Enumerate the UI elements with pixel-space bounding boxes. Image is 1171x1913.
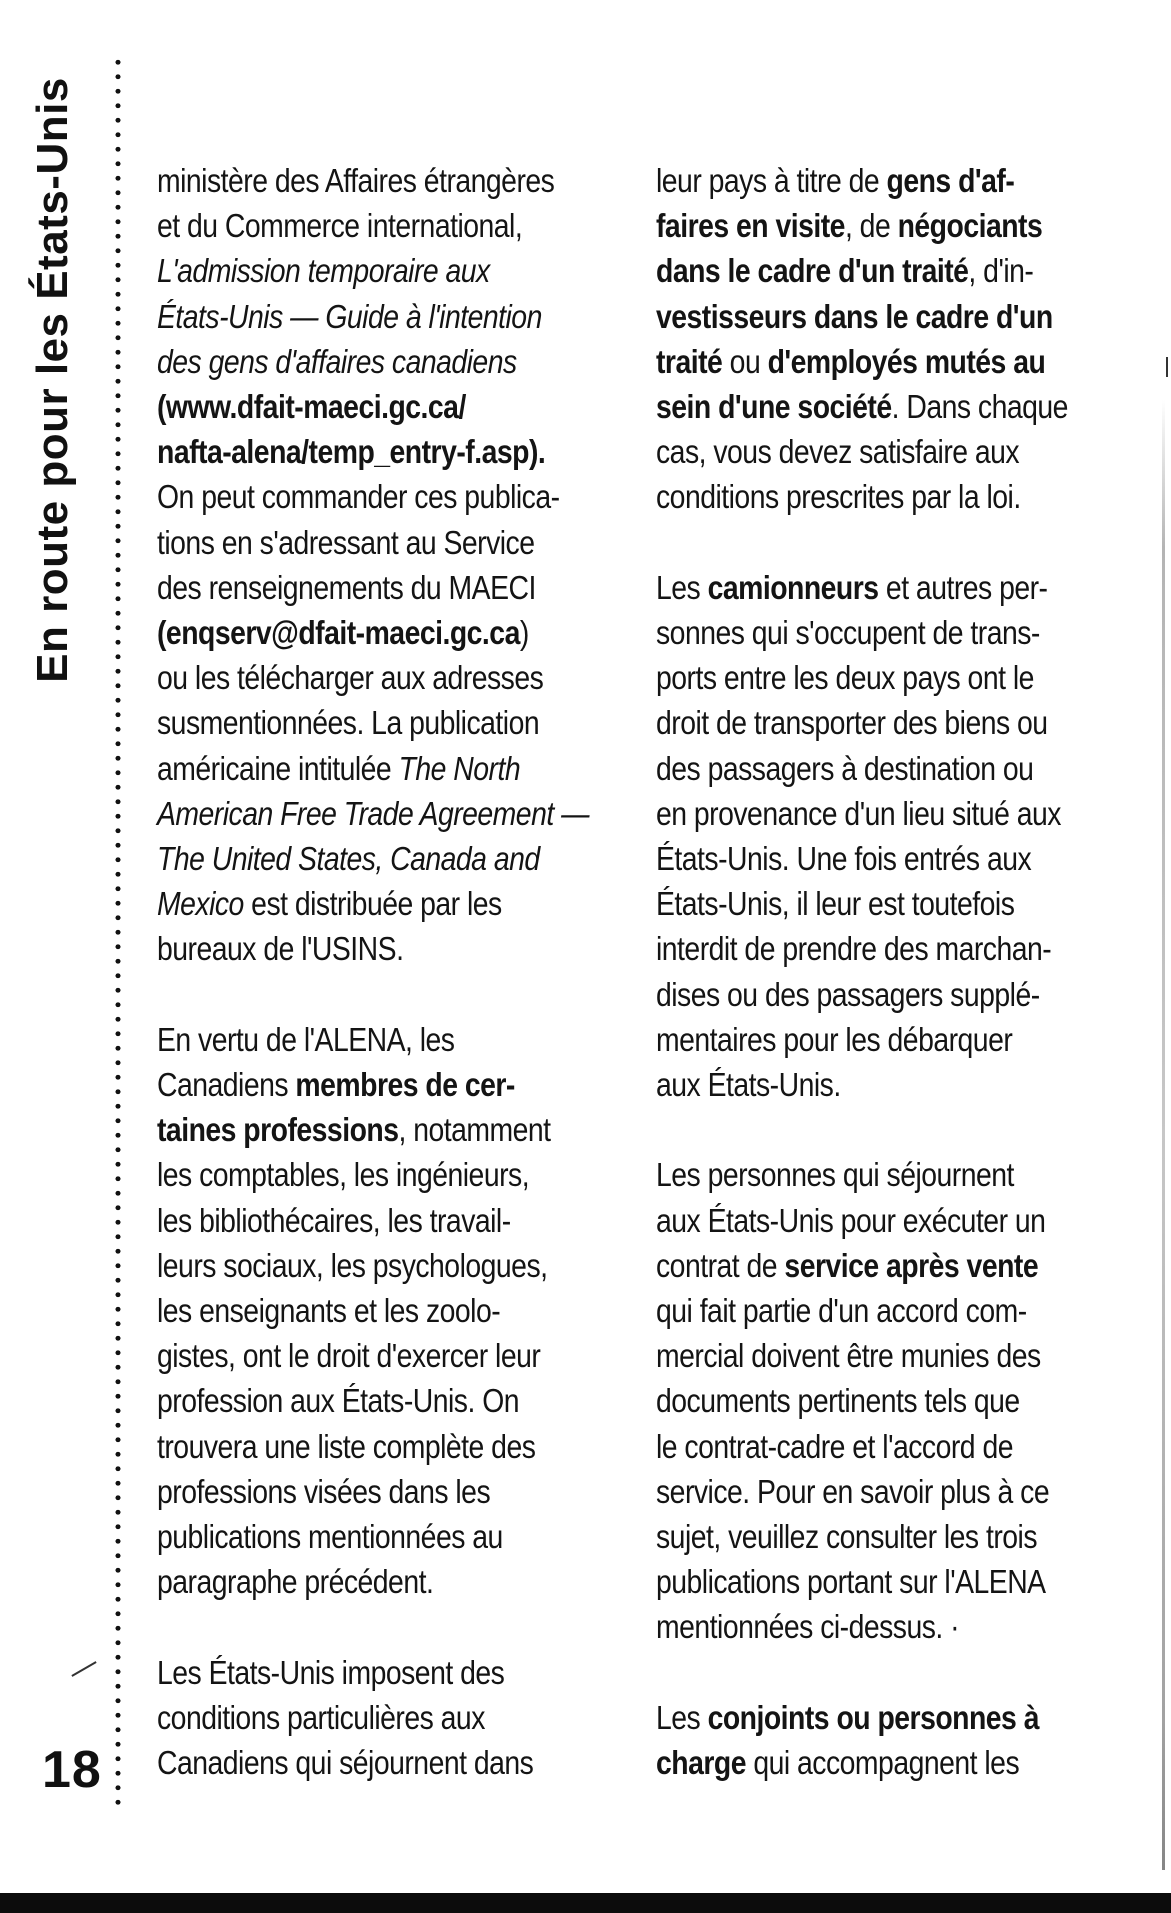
text-span: ou xyxy=(722,342,768,380)
text-span: paragraphe précédent. xyxy=(157,1563,434,1601)
text-span: Canadiens qui séjournent dans xyxy=(157,1744,534,1782)
italic-text: L'admission temporaire aux xyxy=(157,252,490,290)
text-span: les enseignants et les zoolo- xyxy=(157,1292,501,1330)
text-line xyxy=(157,1152,604,1197)
text-span: le contrat-cadre et l'accord de xyxy=(656,1427,1013,1465)
text-line xyxy=(157,1198,604,1243)
text-line xyxy=(157,700,604,745)
text-span: Les xyxy=(656,1698,708,1736)
text-line xyxy=(157,429,604,474)
text-span: des passagers à destination ou xyxy=(656,749,1034,787)
left-text-column xyxy=(157,158,604,1785)
bold-text: négociants xyxy=(897,207,1043,245)
text-span: aux États-Unis. xyxy=(656,1066,841,1104)
text-line xyxy=(157,610,604,655)
bold-text: dans le cadre d'un traité xyxy=(656,252,969,290)
text-span: , de xyxy=(844,207,898,245)
text-line xyxy=(157,158,604,203)
text-span: Les xyxy=(656,568,708,606)
scan-edge-shadow xyxy=(1162,400,1165,1870)
text-line xyxy=(656,1604,1095,1649)
text-line xyxy=(157,248,604,293)
text-span: On peut commander ces publica- xyxy=(157,478,560,516)
text-line xyxy=(157,1469,604,1514)
text-span: trouvera une liste complète des xyxy=(157,1427,536,1465)
text-line xyxy=(157,294,604,339)
text-span: contrat de xyxy=(656,1246,785,1284)
paragraph-gap xyxy=(656,1650,1095,1695)
text-line xyxy=(656,1740,1095,1785)
text-line xyxy=(656,1559,1095,1604)
text-line xyxy=(656,1288,1095,1333)
text-line xyxy=(157,339,604,384)
text-line xyxy=(157,926,604,971)
text-span: mentionnées ci-dessus. · xyxy=(656,1608,960,1646)
bold-text: camionneurs xyxy=(707,568,879,606)
text-span: qui accompagnent les xyxy=(745,1744,1020,1782)
text-line xyxy=(656,1695,1095,1740)
text-span: documents pertinents tels que xyxy=(656,1382,1020,1420)
italic-text: The United States, Canada and xyxy=(157,840,540,878)
text-span: profession aux États-Unis. On xyxy=(157,1382,520,1420)
text-span: , notamment xyxy=(398,1111,551,1149)
text-line xyxy=(157,520,604,565)
text-line xyxy=(656,384,1095,429)
text-line xyxy=(157,791,604,836)
text-span: ministère des Affaires étrangères xyxy=(157,162,555,199)
bold-text: sein d'une société xyxy=(656,388,892,426)
dotted-rule xyxy=(114,55,122,1810)
text-line xyxy=(157,1514,604,1559)
bold-text: conjoints ou personnes à xyxy=(707,1698,1039,1736)
text-line xyxy=(656,429,1095,474)
scan-mark xyxy=(71,1661,96,1677)
text-span: les bibliothécaires, les travail- xyxy=(157,1201,511,1239)
bold-text: taines professions xyxy=(157,1111,399,1149)
text-line xyxy=(656,746,1095,791)
text-span: Les personnes qui séjournent xyxy=(656,1156,1014,1194)
text-line xyxy=(656,203,1095,248)
text-span: qui fait partie d'un accord com- xyxy=(656,1292,1027,1330)
bold-text: faires en visite xyxy=(656,207,845,245)
scan-bottom-border xyxy=(0,1893,1171,1913)
text-span: bureaux de l'USINS. xyxy=(157,930,404,968)
text-line xyxy=(157,474,604,519)
text-line xyxy=(656,565,1095,610)
text-line xyxy=(157,1650,604,1695)
text-span: et autres per- xyxy=(878,568,1048,606)
text-line xyxy=(656,1062,1095,1107)
text-line xyxy=(157,1740,604,1785)
text-span: interdit de prendre des marchan- xyxy=(656,930,1052,968)
text-line xyxy=(157,746,604,791)
italic-text: American Free Trade Agreement — xyxy=(157,794,589,832)
text-span: les comptables, les ingénieurs, xyxy=(157,1156,530,1194)
text-line xyxy=(157,1062,604,1107)
text-span: gistes, ont le droit d'exercer leur xyxy=(157,1337,541,1375)
text-line xyxy=(656,294,1095,339)
paragraph-gap xyxy=(157,1604,604,1649)
text-line xyxy=(656,339,1095,384)
bold-text: (enqserv@dfait-maeci.gc.ca xyxy=(157,614,520,652)
text-span: service. Pour en savoir plus à ce xyxy=(656,1472,1050,1510)
paragraph-gap xyxy=(656,1107,1095,1152)
text-span: ports entre les deux pays ont le xyxy=(656,659,1034,697)
italic-text: des gens d'affaires canadiens xyxy=(157,342,517,380)
text-line xyxy=(656,1378,1095,1423)
bold-text: nafta-alena/temp_entry-f.asp). xyxy=(157,433,546,471)
text-line xyxy=(157,655,604,700)
text-line xyxy=(157,1107,604,1152)
text-span: ) xyxy=(519,614,529,652)
text-line xyxy=(656,881,1095,926)
text-span: mercial doivent être munies des xyxy=(656,1337,1041,1375)
italic-text: États-Unis — Guide à l'intention xyxy=(157,297,542,335)
text-span: aux États-Unis pour exécuter un xyxy=(656,1201,1046,1239)
text-line xyxy=(656,158,1095,203)
text-span: États-Unis, il leur est toutefois xyxy=(656,885,1015,923)
text-span: est distribuée par les xyxy=(243,885,502,923)
text-line xyxy=(157,836,604,881)
text-span: publications portant sur l'ALENA xyxy=(656,1563,1046,1601)
bold-text: service après vente xyxy=(784,1246,1039,1284)
text-line xyxy=(157,1288,604,1333)
text-span: conditions prescrites par la loi. xyxy=(656,478,1021,516)
text-line xyxy=(157,1333,604,1378)
text-span: conditions particulières aux xyxy=(157,1698,485,1736)
text-line xyxy=(157,1017,604,1062)
text-line xyxy=(157,565,604,610)
text-span: des renseignements du MAECI xyxy=(157,568,536,606)
text-line xyxy=(656,655,1095,700)
bold-text: (www.dfait-maeci.gc.ca/ xyxy=(157,388,466,426)
text-line xyxy=(656,1333,1095,1378)
italic-text: The North xyxy=(398,749,521,787)
bold-text: vestisseurs dans le cadre d'un xyxy=(656,297,1053,335)
text-span: droit de transporter des biens ou xyxy=(656,704,1048,742)
text-line xyxy=(157,1378,604,1423)
text-line xyxy=(157,1243,604,1288)
side-title: En route pour les États-Unis xyxy=(28,77,77,683)
text-span: cas, vous devez satisfaire aux xyxy=(656,433,1020,471)
text-line xyxy=(157,881,604,926)
text-line xyxy=(656,474,1095,519)
bold-text: membres de cer- xyxy=(295,1066,515,1104)
text-line xyxy=(656,972,1095,1017)
text-line xyxy=(157,1559,604,1604)
text-span: susmentionnées. La publication xyxy=(157,704,540,742)
text-line xyxy=(656,700,1095,745)
text-span: ou les télécharger aux adresses xyxy=(157,659,544,697)
text-line xyxy=(656,610,1095,655)
text-line xyxy=(656,1424,1095,1469)
text-line xyxy=(157,1424,604,1469)
text-span: Canadiens xyxy=(157,1066,296,1104)
text-span: leurs sociaux, les psychologues, xyxy=(157,1246,548,1284)
paragraph-gap xyxy=(656,520,1095,565)
text-span: En vertu de l'ALENA, les xyxy=(157,1020,455,1058)
bold-text: charge xyxy=(656,1744,746,1782)
text-line xyxy=(656,791,1095,836)
text-line xyxy=(656,926,1095,971)
text-line xyxy=(656,1017,1095,1062)
text-span: mentaires pour les débarquer xyxy=(656,1020,1013,1058)
bold-text: d'employés mutés au xyxy=(767,342,1046,380)
italic-text: Mexico xyxy=(157,885,244,923)
text-span: Les États-Unis imposent des xyxy=(157,1653,505,1691)
text-span: tions en s'adressant au Service xyxy=(157,523,535,561)
bold-text: gens d'af- xyxy=(886,162,1015,199)
text-span: États-Unis. Une fois entrés aux xyxy=(656,840,1032,878)
page-number: 18 xyxy=(42,1741,102,1799)
text-line xyxy=(656,836,1095,881)
text-line xyxy=(656,1198,1095,1243)
text-span: américaine intitulée xyxy=(157,749,399,787)
text-span: . Dans chaque xyxy=(891,388,1068,426)
edge-mark xyxy=(1166,357,1168,377)
text-span: dises ou des passagers supplé- xyxy=(656,975,1040,1013)
text-line xyxy=(656,1243,1095,1288)
text-span: publications mentionnées au xyxy=(157,1518,503,1556)
text-line xyxy=(656,1514,1095,1559)
text-span: et du Commerce international, xyxy=(157,207,523,245)
text-line xyxy=(656,1469,1095,1514)
text-span: , d'in- xyxy=(968,252,1034,290)
text-span: leur pays à titre de xyxy=(656,162,887,199)
text-line xyxy=(157,1695,604,1740)
text-line xyxy=(157,203,604,248)
text-span: sujet, veuillez consulter les trois xyxy=(656,1518,1038,1556)
bold-text: traité xyxy=(656,342,723,380)
paragraph-gap xyxy=(157,972,604,1017)
text-span: sonnes qui s'occupent de trans- xyxy=(656,614,1040,652)
right-text-column xyxy=(656,158,1095,1785)
text-line xyxy=(157,384,604,429)
text-line xyxy=(656,248,1095,293)
text-span: professions visées dans les xyxy=(157,1472,491,1510)
text-line xyxy=(656,1152,1095,1197)
text-span: en provenance d'un lieu situé aux xyxy=(656,794,1061,832)
